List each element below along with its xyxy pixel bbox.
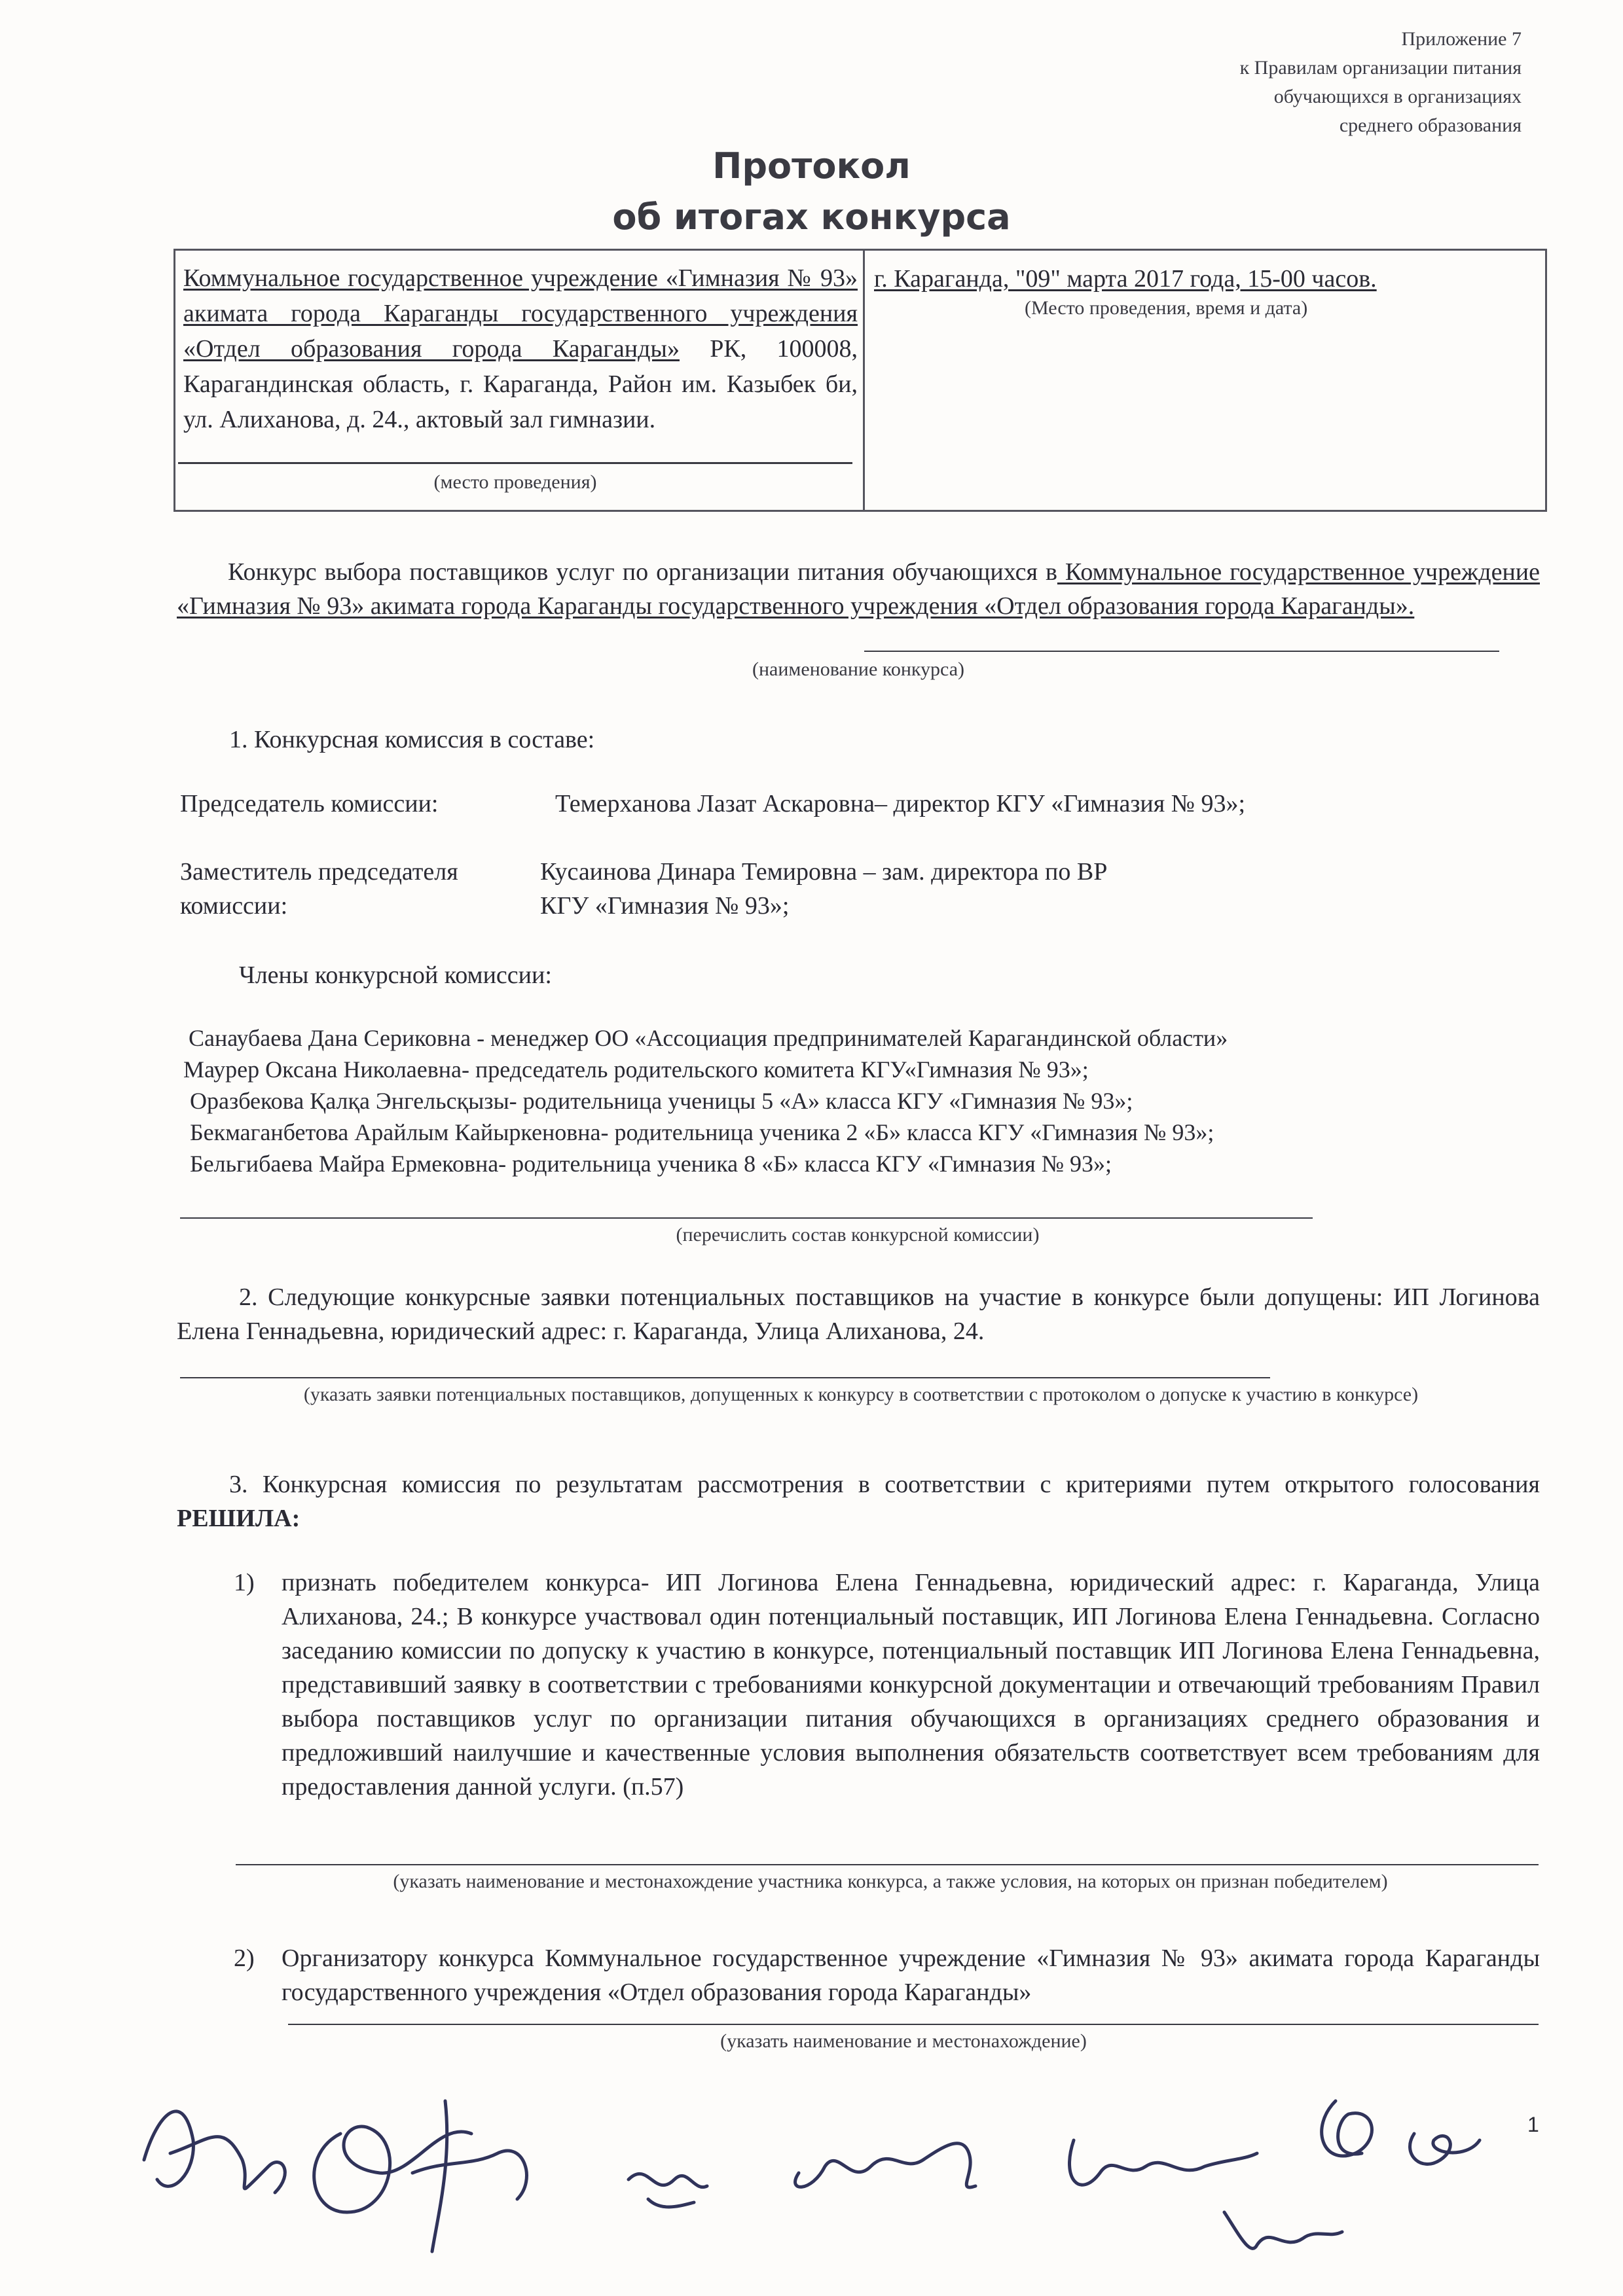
members-caption: (перечислить состав конкурсной комиссии) xyxy=(676,1224,1040,1246)
contest-name xyxy=(177,555,1540,623)
appendix-line: обучающихся в организациях xyxy=(1273,86,1522,107)
meeting-datetime: г. Караганда, "09" марта 2017 года, 15-00 часов. xyxy=(874,265,1377,293)
contest-organization: Коммунальное государственное учреждение «Гимназия № 93» акимата города Караганды государственного учреждения «Отдел образования города Караганды». xyxy=(177,558,1540,620)
signature-3 xyxy=(629,2174,707,2207)
deputy-label: комиссии: xyxy=(180,892,288,920)
member-item: Маурер Оксана Николаевна- председатель родительского комитета КГУ«Гимназия № 93»; xyxy=(183,1056,1089,1083)
member-item: Бекмаганбетова Арайлым Кайыркеновна- родительница ученика 2 «Б» класса КГУ «Гимназия № 93»; xyxy=(190,1119,1214,1145)
commission-heading: 1. Конкурсная комиссия в составе: xyxy=(229,726,595,753)
signature-6 xyxy=(1322,2101,1480,2164)
chair-label: Председатель комиссии: xyxy=(180,790,439,817)
winner-caption: (указать наименование и местонахождение участника конкурса, а также условия, на которых он признан победителем) xyxy=(393,1871,1388,1892)
appendix-line: среднего образования xyxy=(1339,115,1522,136)
organizer-decision: Организатору конкурса Коммунальное государственное учреждение «Гимназия № 93» акимата города Караганды государственного учреждения «Отдел образования города Караганды» xyxy=(282,1945,1540,2006)
organizer-rule xyxy=(288,2024,1539,2025)
signatures xyxy=(131,2062,1506,2278)
contest-caption: (наименование конкурса) xyxy=(752,658,965,680)
appendix-line: Приложение 7 xyxy=(1401,28,1522,50)
decision-keyword: РЕШИЛА: xyxy=(177,1505,301,1532)
signature-5 xyxy=(1070,2140,1342,2248)
venue-address: РК, 100008, Карагандинская область, г. Караганда, Район им. Казыбек би, ул. Алиханова, д. 24., актовый зал гимназии. xyxy=(183,335,858,433)
organizer-caption: (указать наименование и местонахождение) xyxy=(720,2030,1087,2052)
winner-decision: признать победителем конкурса- ИП Логинова Елена Геннадьевна, юридический адрес: г. Караганда, Улица Алиханова, 24.; В конкурсе участвовал один потенциальный поставщик, ИП Логинова Елена Геннадьевна. Согласно заседанию комиссии по допуску к участию в конкурсе, потенциальный поставщик ИП Логинова Елена Геннадьевна, представивший заявку в соответствии с требованиями конкурсной документации и отвечающий требованиям Правил выбора поставщиков услуг по организации питания обучающихся в организациях среднего образования и предложивший наилучшие и качественные условия выполнения обязательств соответствует всем требованиям для предоставления данной услуги. (п.57) xyxy=(282,1569,1540,1801)
member-item: Бельгибаева Майра Ермековна- родительница ученика 8 «Б» класса КГУ «Гимназия № 93»; xyxy=(190,1151,1112,1177)
chair-value: Темерханова Лазат Аскаровна– директор КГУ «Гимназия № 93»; xyxy=(555,790,1246,817)
item-number: 1) xyxy=(234,1569,255,1596)
members-label: Члены конкурсной комиссии: xyxy=(239,961,552,989)
venue-rule xyxy=(178,462,852,464)
datetime-cell xyxy=(874,262,1535,321)
venue-caption: (место проведения) xyxy=(433,471,597,493)
venue-institution: Коммунальное государственное учреждение «Гимназия № 93» акимата города Караганды государственного учреждения «Отдел образования города Караганды» xyxy=(183,264,858,363)
item-number: 2) xyxy=(234,1945,255,1972)
admitted-rule xyxy=(180,1377,1270,1378)
decision-lead: 3. Конкурсная комиссия по результатам рассмотрения в соответствии с критериями путем открытого голосования xyxy=(229,1471,1540,1498)
signature-4 xyxy=(795,2144,976,2187)
page-number: 1 xyxy=(1527,2113,1539,2136)
deputy-label: Заместитель председателя xyxy=(180,858,458,886)
signature-2 xyxy=(314,2101,527,2251)
document-title: Протокол xyxy=(712,145,911,187)
venue-cell xyxy=(183,260,858,437)
members-rule xyxy=(180,1217,1313,1219)
winner-rule xyxy=(236,1864,1539,1865)
table-divider xyxy=(863,251,865,510)
contest-lead: Конкурс выбора поставщиков услуг по организации питания обучающихся в xyxy=(228,558,1057,586)
decision-intro xyxy=(177,1467,1540,1535)
deputy-value: КГУ «Гимназия № 93»; xyxy=(540,892,790,920)
contest-rule xyxy=(864,651,1499,652)
datetime-caption: (Место проведения, время и дата) xyxy=(1025,297,1308,319)
signature-1 xyxy=(144,2111,285,2193)
member-item: Санаубаева Дана Сериковна - менеджер ОО «Ассоциация предпринимателей Карагандинской области» xyxy=(189,1025,1228,1051)
appendix-note xyxy=(1103,25,1522,140)
document-subtitle: об итогах конкурса xyxy=(612,196,1011,238)
admitted-applications: 2. Следующие конкурсные заявки потенциальных поставщиков на участие в конкурсе были допущены: ИП Логинова Елена Геннадьевна, юридический адрес: г. Караганда, Улица Алиханова, 24. xyxy=(177,1283,1540,1345)
member-item: Оразбекова Қалқа Энгельсқызы- родительница ученицы 5 «А» класса КГУ «Гимназия № 93»; xyxy=(190,1088,1133,1114)
admitted-caption: (указать заявки потенциальных поставщиков, допущенных к конкурсу в соответствии с протоколом о допуске к участию в конкурсе) xyxy=(303,1384,1419,1405)
deputy-value: Кусаинова Динара Темировна – зам. директора по ВР xyxy=(540,858,1108,886)
appendix-line: к Правилам организации питания xyxy=(1239,57,1522,79)
